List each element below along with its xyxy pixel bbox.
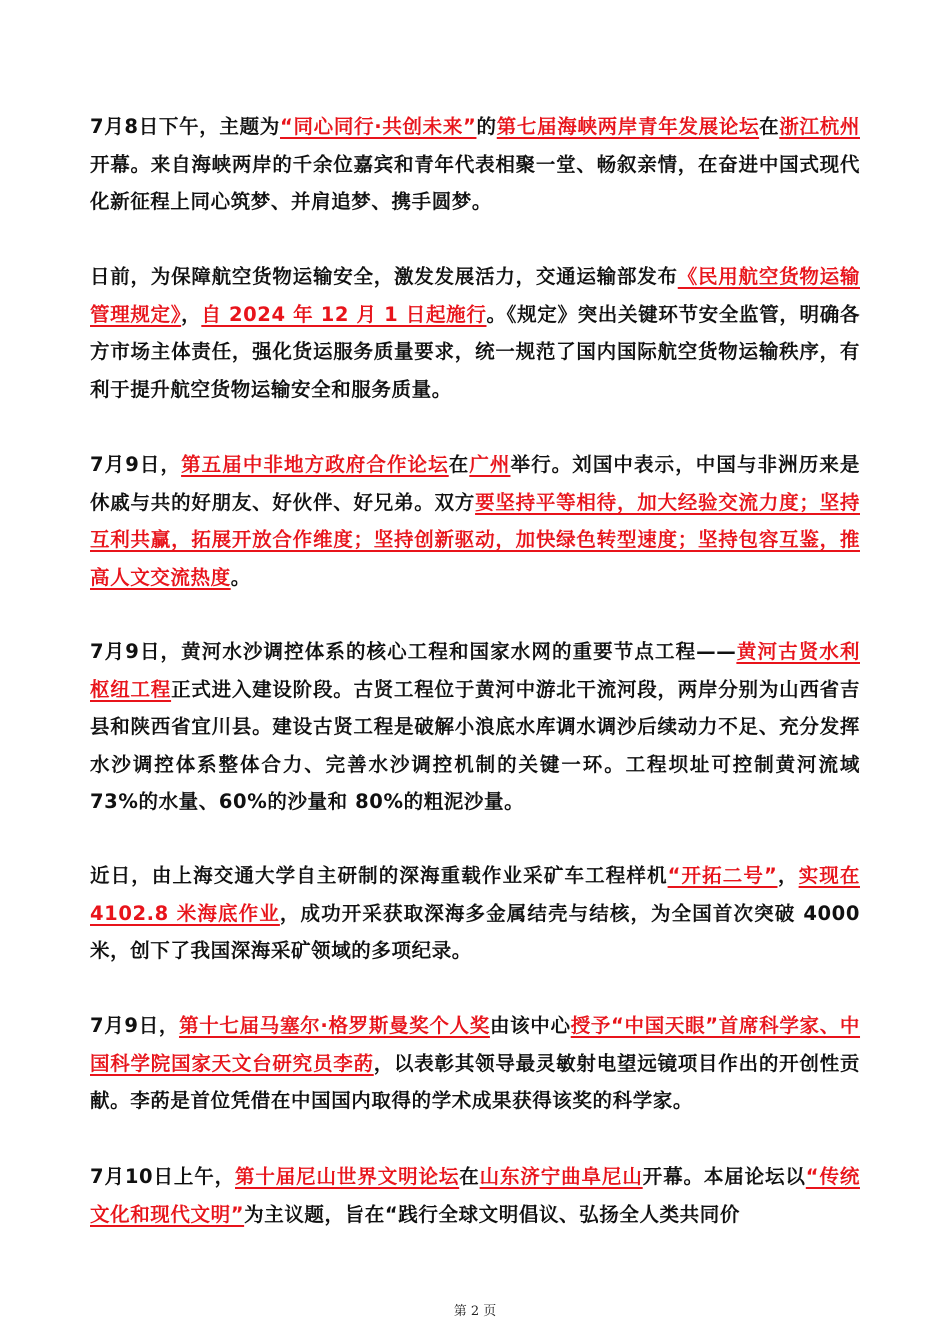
body-text: 开幕。本届论坛以: [642, 1165, 806, 1188]
highlighted-text: 第五届中非地方政府合作论坛: [181, 453, 449, 476]
body-text: ，成功开采获取深海多金属结壳与结核，为全国首次突破 4000 米，创下了我国深海采矿领域的多项纪录。: [90, 901, 860, 962]
body-text: 开幕。来自海峡两岸的千余位嘉宾和青年代表相聚一堂、畅叙亲情，在奋进中国式现代化新征程上同心筑梦、并肩追梦、携手圆梦。: [90, 152, 860, 213]
body-text: 在: [459, 1165, 480, 1188]
body-text: 7月10日上午，: [90, 1165, 235, 1188]
highlighted-text: 《民用航空货物运输管理规定》: [90, 265, 860, 326]
body-text: 在: [759, 115, 780, 138]
body-text: 在: [448, 453, 470, 476]
body-text: 7月8日下午，主题为: [90, 115, 280, 138]
highlighted-text: “传统文化和现代文明”: [90, 1165, 860, 1226]
body-text: 7月9日，: [90, 453, 182, 476]
body-text: 近日，由上海交通大学自主研制的深海重载作业采矿车工程样机: [90, 864, 668, 887]
paragraph-nishan-forum: [90, 1158, 860, 1233]
body-text: ，以表彰其领导最灵敏射电望远镜项目作出的开创性贡献。李菂是首位凭借在中国国内取得的学术成果获得该奖的科学家。: [90, 1051, 860, 1112]
page-number: 第 2 页: [453, 1304, 497, 1319]
highlighted-text: “开拓二号”: [667, 864, 778, 887]
paragraph-air-cargo-regulation: [90, 258, 860, 408]
body-text: ，: [181, 302, 202, 326]
highlighted-text: 实现在 4102.8 米海底作业: [90, 864, 860, 925]
body-text: 举行。刘国中表示，中国与非洲历来是休戚与共的好朋友、好伙伴、好兄弟。双方: [90, 453, 860, 514]
body-text: 正式进入建设阶段。古贤工程位于黄河中游北干流河段，两岸分别为山西省吉县和陕西省宜川县。建设古贤工程是破解小浪底水库调水调沙后续动力不足、充分发挥水沙调控体系整体合力、完善水沙调控机制的关键一环。工程坝址可控制黄河流域 73%的水量、60%的沙量和 80%的粗泥沙量。: [90, 677, 860, 813]
body-text: 。: [230, 565, 251, 589]
body-text: 。《规定》突出关键环节安全监管，明确各方市场主体责任，强化货运服务质量要求，统一规范了国内国际航空货物运输秩序，有利于提升航空货物运输安全和服务质量。: [90, 302, 860, 401]
paragraph-deep-sea-mining: [90, 857, 860, 970]
highlighted-text: 第十届尼山世界文明论坛: [235, 1165, 460, 1188]
paragraph-china-africa-forum: [90, 446, 860, 596]
body-text: 7月9日，: [90, 1014, 180, 1037]
highlighted-text: 自 2024 年 12 月 1 日起施行: [201, 302, 487, 326]
paragraph-guxian-project: [90, 633, 860, 821]
highlighted-text: 第十七届马塞尔·格罗斯曼奖个人奖: [179, 1014, 490, 1037]
highlighted-text: 要坚持平等相待，加大经验交流力度；坚持互利共赢，拓展开放合作维度；坚持创新驱动，加快绿色转型速度；坚持包容互鉴，推高人文交流热度: [90, 490, 860, 589]
body-text: 7月9日，黄河水沙调控体系的核心工程和国家水网的重要节点工程——: [90, 640, 737, 663]
paragraph-grossmann-award: [90, 1007, 860, 1120]
body-text: 日前，为保障航空货物运输安全，激发发展活力，交通运输部发布: [90, 265, 678, 288]
highlighted-text: 授予“中国天眼”首席科学家、中国科学院国家天文台研究员李菂: [90, 1014, 861, 1075]
highlighted-text: 广州: [469, 453, 511, 476]
body-text: 为主议题，旨在“践行全球文明倡议、弘扬全人类共同价: [244, 1202, 740, 1226]
body-text: ，: [777, 864, 799, 887]
paragraph-youth-forum: [90, 108, 860, 221]
highlighted-text: “同心同行·共创未来”: [279, 115, 477, 138]
body-text: 由该中心: [489, 1014, 571, 1037]
highlighted-text: 第七届海峡两岸青年发展论坛: [496, 115, 760, 138]
highlighted-text: 浙江杭州: [779, 115, 860, 138]
highlighted-text: 黄河古贤水利枢纽工程: [90, 640, 860, 701]
body-text: 的: [476, 115, 497, 138]
highlighted-text: 山东济宁曲阜尼山: [479, 1165, 643, 1188]
